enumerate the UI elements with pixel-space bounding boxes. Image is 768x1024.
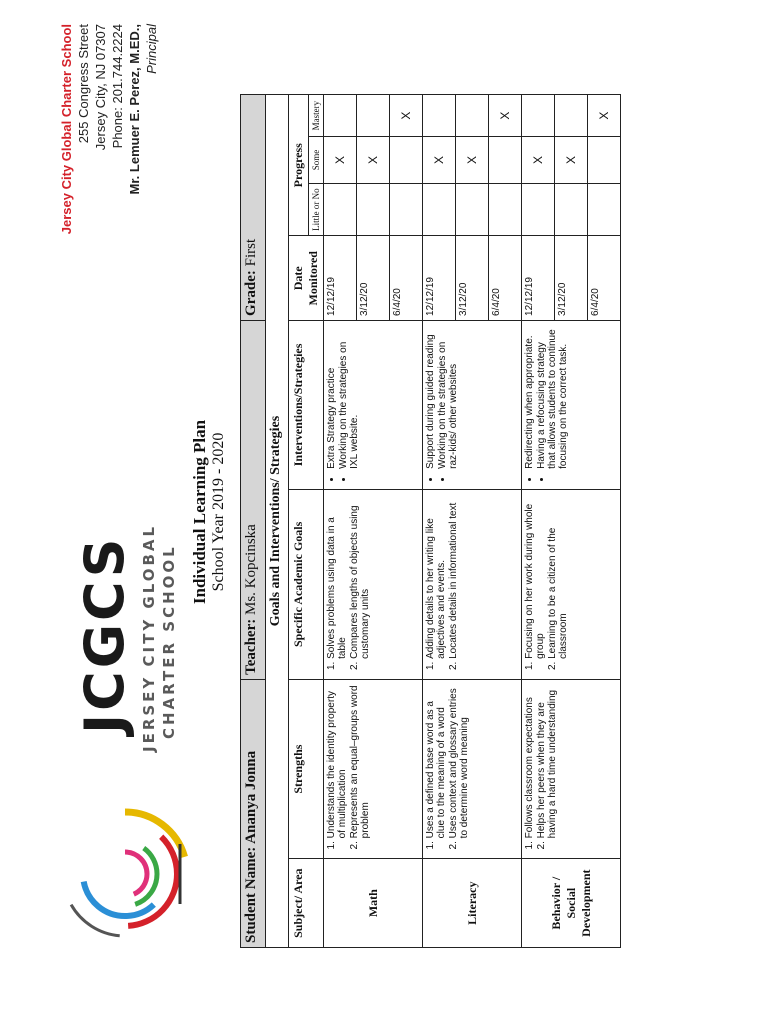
progress-some-cell xyxy=(588,137,621,183)
col-subject: Subject/ Area xyxy=(289,859,324,948)
goals-cell xyxy=(423,489,522,679)
brand-line-1: JERSEY CITY GLOBAL xyxy=(140,523,158,752)
street-address: 255 Congress Street xyxy=(76,24,91,144)
col-some: Some xyxy=(309,137,324,183)
date-cell: 3/12/20 xyxy=(357,236,390,320)
goals-list xyxy=(326,494,371,675)
progress-some-cell: X xyxy=(357,137,390,183)
progress-some-cell xyxy=(489,137,522,183)
column-header-row-1 xyxy=(289,95,309,948)
progress-little-cell xyxy=(489,183,522,236)
progress-mastery-cell: X xyxy=(588,95,621,137)
contact-block xyxy=(58,24,160,284)
list-item: • Support during guided reading xyxy=(425,325,436,469)
student-label: Student Name: xyxy=(243,846,259,943)
strengths-list xyxy=(524,684,558,854)
school-name: Jersey City Global Charter School xyxy=(59,24,74,235)
progress-some-cell: X xyxy=(324,137,357,183)
student-name: Ananya Jonna xyxy=(243,750,259,844)
table-row xyxy=(522,95,555,948)
progress-little-cell xyxy=(324,183,357,236)
principal-name: Mr. Lemuer E. Perez, M.ED., xyxy=(127,24,142,195)
progress-mastery-cell xyxy=(456,95,489,137)
list-item: • Working on the strategies on IXL website. xyxy=(338,325,360,469)
list-item: 1. Focusing on her work during whole group xyxy=(524,494,546,659)
list-item: 1. Solves problems using data in a table xyxy=(326,494,348,659)
list-item: 1. Uses a defined base word as a clue to the meaning of a word xyxy=(425,684,447,838)
progress-some-cell: X xyxy=(456,137,489,183)
list-item: • Working on the strategies on raz-kids/ other websites xyxy=(437,325,459,469)
grade-label: Grade: xyxy=(243,270,259,316)
list-item: 1. Adding details to her writing like adjectives and events. xyxy=(425,494,447,659)
section-title: Goals and Interventions/ Strategies xyxy=(266,95,289,948)
student-cell xyxy=(241,679,266,947)
school-logo-icon xyxy=(55,804,195,944)
grade-value: First xyxy=(243,238,259,267)
interventions-list xyxy=(524,325,569,485)
teacher-label: Teacher: xyxy=(243,618,259,675)
grade-cell xyxy=(241,95,266,321)
progress-little-cell xyxy=(423,183,456,236)
section-row xyxy=(266,95,289,948)
progress-mastery-cell xyxy=(324,95,357,137)
col-little: Little or No xyxy=(309,183,324,236)
col-mastery: Mastery xyxy=(309,95,324,137)
progress-mastery-cell xyxy=(423,95,456,137)
list-item: 1. Understands the identity property of multiplication xyxy=(326,684,348,838)
col-progress: Progress xyxy=(289,95,309,237)
progress-little-cell xyxy=(357,183,390,236)
interventions-list xyxy=(326,325,360,485)
progress-some-cell xyxy=(390,137,423,183)
progress-some-cell: X xyxy=(522,137,555,183)
list-item: 2. Helps her peers when they are having a hard time understanding xyxy=(536,684,558,838)
progress-mastery-cell xyxy=(522,95,555,137)
table-row xyxy=(423,95,456,948)
progress-some-cell: X xyxy=(555,137,588,183)
interventions-cell xyxy=(324,320,423,489)
date-cell: 6/4/20 xyxy=(489,236,522,320)
header-row xyxy=(241,95,266,948)
date-cell: 12/12/19 xyxy=(423,236,456,320)
school-year: School Year 2019 - 2020 xyxy=(210,432,227,592)
list-item: 1. Follows classroom expectations xyxy=(524,684,535,838)
plan-title: Individual Learning Plan xyxy=(190,419,209,605)
city-address: Jersey City, NJ 07307 xyxy=(93,24,108,151)
teacher-name: Ms. Kopcinska xyxy=(243,524,259,616)
principal-role: Principal xyxy=(144,24,159,74)
list-item: • Having a refocusing strategy that allows students to continue focusing on the correct task. xyxy=(536,325,569,469)
teacher-cell xyxy=(241,320,266,679)
interventions-list xyxy=(425,325,459,485)
date-cell: 12/12/19 xyxy=(324,236,357,320)
progress-little-cell xyxy=(456,183,489,236)
list-item: 2. Represents an equal–groups word problem xyxy=(349,684,371,838)
interventions-cell xyxy=(423,320,522,489)
strengths-cell xyxy=(522,679,621,858)
goals-cell xyxy=(522,489,621,679)
subject-cell: Math xyxy=(324,859,423,948)
interventions-cell xyxy=(522,320,621,489)
table-row xyxy=(324,95,357,948)
progress-mastery-cell xyxy=(555,95,588,137)
col-strengths: Strengths xyxy=(289,679,324,858)
brand-line-2: CHARTER SCHOOL xyxy=(160,544,178,739)
subject-cell: Literacy xyxy=(423,859,522,948)
date-cell: 12/12/19 xyxy=(522,236,555,320)
strengths-list xyxy=(425,684,470,854)
progress-mastery-cell xyxy=(357,95,390,137)
date-cell: 6/4/20 xyxy=(390,236,423,320)
progress-some-cell: X xyxy=(423,137,456,183)
col-interventions: Interventions/Strategies xyxy=(289,320,324,489)
progress-little-cell xyxy=(588,183,621,236)
date-cell: 6/4/20 xyxy=(588,236,621,320)
col-date: Date Monitored xyxy=(289,236,324,320)
strengths-list xyxy=(326,684,371,854)
progress-mastery-cell: X xyxy=(390,95,423,137)
progress-little-cell xyxy=(555,183,588,236)
learning-plan-table xyxy=(240,94,621,948)
strengths-cell xyxy=(324,679,423,858)
progress-little-cell xyxy=(390,183,423,236)
brand-abbreviation: JCGCS xyxy=(73,535,136,734)
list-item: 2. Compares lengths of objects using customary units xyxy=(349,494,371,659)
list-item: • Redirecting when appropriate. xyxy=(524,325,535,469)
goals-list xyxy=(524,494,569,675)
date-cell: 3/12/20 xyxy=(456,236,489,320)
list-item: 2. Learning to be a citizen of the classroom xyxy=(547,494,569,659)
phone-number: Phone: 201.744.2224 xyxy=(110,24,125,149)
progress-little-cell xyxy=(522,183,555,236)
list-item: 2. Locates details in informational text xyxy=(448,494,459,659)
date-cell: 3/12/20 xyxy=(555,236,588,320)
goals-list xyxy=(425,494,459,675)
rows-body xyxy=(324,95,621,948)
progress-mastery-cell: X xyxy=(489,95,522,137)
list-item: 2. Uses context and glossary entries to determine word meaning xyxy=(448,684,470,838)
col-goals: Specific Academic Goals xyxy=(289,489,324,679)
strengths-cell xyxy=(423,679,522,858)
subject-cell: Behavior / Social Development xyxy=(522,859,621,948)
goals-cell xyxy=(324,489,423,679)
list-item: • Extra Strategy practice xyxy=(326,325,337,469)
